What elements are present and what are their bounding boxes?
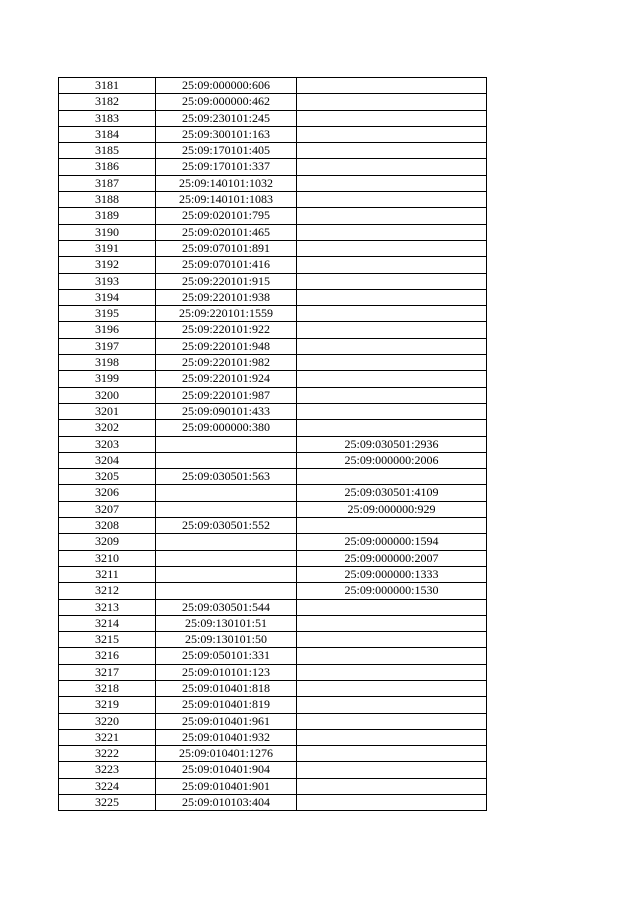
table-row [59,778,487,794]
secondary-cadastral-number-cell: 25:09:000000:1594 [297,534,487,550]
row-number-cell: 3188 [59,192,156,208]
secondary-cadastral-number-cell [297,469,487,485]
table-row [59,615,487,631]
cadastral-number-cell [156,550,297,566]
cadastral-number-cell: 25:09:070101:891 [156,240,297,256]
cadastral-number-cell [156,485,297,501]
row-number-cell: 3201 [59,403,156,419]
cadastral-number-cell: 25:09:220101:938 [156,289,297,305]
table-row [59,762,487,778]
secondary-cadastral-number-cell: 25:09:000000:929 [297,501,487,517]
table-row [59,240,487,256]
table-row [59,224,487,240]
table-row [59,273,487,289]
cadastral-number-cell [156,452,297,468]
cadastral-number-cell: 25:09:140101:1083 [156,192,297,208]
row-number-cell: 3203 [59,436,156,452]
cadastral-number-cell: 25:09:010401:818 [156,680,297,696]
secondary-cadastral-number-cell [297,387,487,403]
table-row [59,159,487,175]
table-row [59,648,487,664]
secondary-cadastral-number-cell [297,697,487,713]
cadastral-number-cell: 25:09:010101:123 [156,664,297,680]
cadastral-number-cell: 25:09:010401:904 [156,762,297,778]
secondary-cadastral-number-cell [297,762,487,778]
cadastral-number-cell: 25:09:030501:552 [156,518,297,534]
secondary-cadastral-number-cell [297,273,487,289]
cadastral-number-cell: 25:09:070101:416 [156,257,297,273]
secondary-cadastral-number-cell [297,94,487,110]
row-number-cell: 3213 [59,599,156,615]
row-number-cell: 3183 [59,110,156,126]
row-number-cell: 3222 [59,746,156,762]
table-row [59,664,487,680]
row-number-cell: 3194 [59,289,156,305]
row-number-cell: 3186 [59,159,156,175]
row-number-cell: 3184 [59,126,156,142]
cadastral-number-cell [156,534,297,550]
table-row [59,452,487,468]
secondary-cadastral-number-cell [297,648,487,664]
row-number-cell: 3225 [59,795,156,811]
secondary-cadastral-number-cell [297,778,487,794]
secondary-cadastral-number-cell [297,306,487,322]
cadastral-number-cell: 25:09:010401:961 [156,713,297,729]
table-row [59,192,487,208]
secondary-cadastral-number-cell: 25:09:030501:4109 [297,485,487,501]
table-row [59,322,487,338]
row-number-cell: 3202 [59,420,156,436]
cadastral-number-cell [156,566,297,582]
secondary-cadastral-number-cell [297,78,487,94]
secondary-cadastral-number-cell [297,143,487,159]
row-number-cell: 3185 [59,143,156,159]
row-number-cell: 3199 [59,371,156,387]
table-row [59,599,487,615]
table-row [59,534,487,550]
secondary-cadastral-number-cell [297,159,487,175]
table-row [59,713,487,729]
cadastral-number-cell: 25:09:010103:404 [156,795,297,811]
row-number-cell: 3219 [59,697,156,713]
secondary-cadastral-number-cell [297,746,487,762]
row-number-cell: 3205 [59,469,156,485]
table-row [59,485,487,501]
table-row [59,501,487,517]
table-row [59,729,487,745]
row-number-cell: 3217 [59,664,156,680]
table-row [59,110,487,126]
cadastral-number-cell: 25:09:000000:606 [156,78,297,94]
cadastral-number-cell: 25:09:030501:544 [156,599,297,615]
secondary-cadastral-number-cell [297,729,487,745]
secondary-cadastral-number-cell [297,355,487,371]
row-number-cell: 3190 [59,224,156,240]
row-number-cell: 3200 [59,387,156,403]
secondary-cadastral-number-cell [297,680,487,696]
secondary-cadastral-number-cell [297,289,487,305]
secondary-cadastral-number-cell [297,126,487,142]
secondary-cadastral-number-cell [297,338,487,354]
cadastral-number-cell: 25:09:130101:51 [156,615,297,631]
cadastral-number-cell: 25:09:220101:922 [156,322,297,338]
secondary-cadastral-number-cell: 25:09:030501:2936 [297,436,487,452]
secondary-cadastral-number-cell [297,713,487,729]
row-number-cell: 3196 [59,322,156,338]
table-row [59,583,487,599]
table-row [59,78,487,94]
secondary-cadastral-number-cell: 25:09:000000:2006 [297,452,487,468]
table-row [59,795,487,811]
cadastral-number-cell: 25:09:010401:932 [156,729,297,745]
table-row [59,338,487,354]
secondary-cadastral-number-cell [297,257,487,273]
secondary-cadastral-number-cell [297,632,487,648]
table-row [59,436,487,452]
table-row [59,306,487,322]
cadastral-number-cell: 25:09:220101:924 [156,371,297,387]
secondary-cadastral-number-cell [297,322,487,338]
row-number-cell: 3206 [59,485,156,501]
row-number-cell: 3197 [59,338,156,354]
cadastral-number-cell: 25:09:220101:982 [156,355,297,371]
cadastral-number-cell: 25:09:130101:50 [156,632,297,648]
row-number-cell: 3214 [59,615,156,631]
row-number-cell: 3211 [59,566,156,582]
cadastral-number-cell: 25:09:220101:987 [156,387,297,403]
secondary-cadastral-number-cell [297,403,487,419]
secondary-cadastral-number-cell [297,420,487,436]
table-row [59,403,487,419]
cadastral-number-cell [156,436,297,452]
cadastral-number-cell: 25:09:090101:433 [156,403,297,419]
secondary-cadastral-number-cell [297,192,487,208]
secondary-cadastral-number-cell [297,175,487,191]
row-number-cell: 3218 [59,680,156,696]
row-number-cell: 3182 [59,94,156,110]
cadastral-number-cell: 25:09:020101:465 [156,224,297,240]
table-row [59,208,487,224]
cadastral-number-cell [156,501,297,517]
row-number-cell: 3192 [59,257,156,273]
cadastral-number-cell: 25:09:030501:563 [156,469,297,485]
cadastral-number-cell: 25:09:010401:1276 [156,746,297,762]
row-number-cell: 3181 [59,78,156,94]
table-row [59,126,487,142]
cadastral-number-cell: 25:09:140101:1032 [156,175,297,191]
secondary-cadastral-number-cell [297,615,487,631]
row-number-cell: 3220 [59,713,156,729]
row-number-cell: 3210 [59,550,156,566]
cadastral-number-cell [156,583,297,599]
row-number-cell: 3193 [59,273,156,289]
table-row [59,420,487,436]
table-row [59,550,487,566]
table-row [59,175,487,191]
cadastral-number-cell: 25:09:170101:337 [156,159,297,175]
table-row [59,680,487,696]
row-number-cell: 3212 [59,583,156,599]
secondary-cadastral-number-cell [297,208,487,224]
secondary-cadastral-number-cell [297,224,487,240]
secondary-cadastral-number-cell: 25:09:000000:1333 [297,566,487,582]
row-number-cell: 3223 [59,762,156,778]
cadastral-number-cell: 25:09:230101:245 [156,110,297,126]
cadastral-number-cell: 25:09:300101:163 [156,126,297,142]
table-row [59,257,487,273]
row-number-cell: 3189 [59,208,156,224]
table-row [59,566,487,582]
table-row [59,632,487,648]
row-number-cell: 3195 [59,306,156,322]
cadastral-number-cell: 25:09:050101:331 [156,648,297,664]
row-number-cell: 3191 [59,240,156,256]
row-number-cell: 3204 [59,452,156,468]
table-row [59,371,487,387]
table-row [59,143,487,159]
table-row [59,697,487,713]
cadastral-number-table [58,77,487,811]
cadastral-number-cell: 25:09:220101:948 [156,338,297,354]
cadastral-number-cell: 25:09:000000:462 [156,94,297,110]
table-row [59,289,487,305]
row-number-cell: 3216 [59,648,156,664]
table-row [59,355,487,371]
table-row [59,387,487,403]
secondary-cadastral-number-cell [297,795,487,811]
cadastral-number-cell: 25:09:010401:819 [156,697,297,713]
secondary-cadastral-number-cell [297,371,487,387]
cadastral-number-cell: 25:09:220101:915 [156,273,297,289]
secondary-cadastral-number-cell: 25:09:000000:2007 [297,550,487,566]
table-row [59,94,487,110]
table-row [59,469,487,485]
secondary-cadastral-number-cell [297,110,487,126]
table-body [59,78,487,811]
cadastral-number-cell: 25:09:010401:901 [156,778,297,794]
table-row [59,746,487,762]
secondary-cadastral-number-cell [297,664,487,680]
row-number-cell: 3187 [59,175,156,191]
table-row [59,518,487,534]
cadastral-number-cell: 25:09:170101:405 [156,143,297,159]
row-number-cell: 3221 [59,729,156,745]
row-number-cell: 3208 [59,518,156,534]
secondary-cadastral-number-cell: 25:09:000000:1530 [297,583,487,599]
row-number-cell: 3207 [59,501,156,517]
secondary-cadastral-number-cell [297,240,487,256]
row-number-cell: 3209 [59,534,156,550]
secondary-cadastral-number-cell [297,518,487,534]
cadastral-number-cell: 25:09:220101:1559 [156,306,297,322]
cadastral-number-cell: 25:09:020101:795 [156,208,297,224]
cadastral-number-cell: 25:09:000000:380 [156,420,297,436]
row-number-cell: 3224 [59,778,156,794]
row-number-cell: 3215 [59,632,156,648]
secondary-cadastral-number-cell [297,599,487,615]
row-number-cell: 3198 [59,355,156,371]
